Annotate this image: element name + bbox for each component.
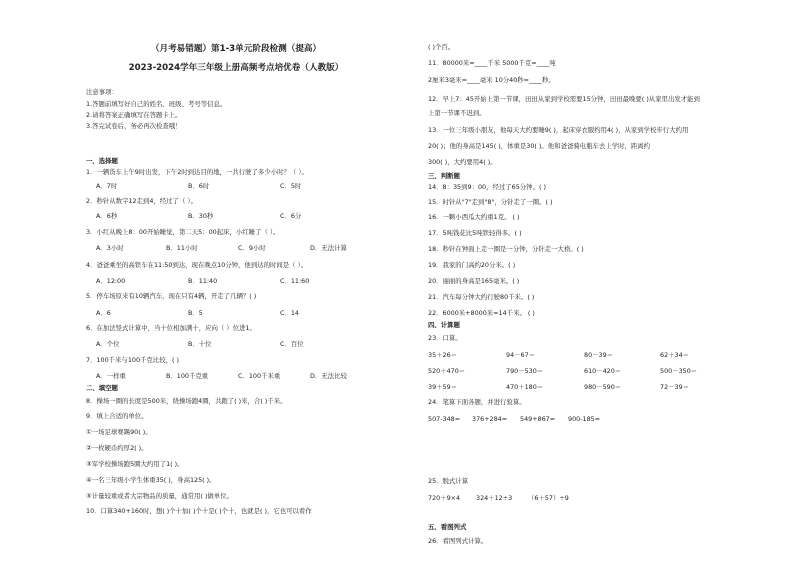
option: C．6分 bbox=[280, 212, 302, 220]
question-9-item: ③军学校操场跑5圈大约用了1( )。 bbox=[86, 460, 184, 468]
calc-item: 790－530＝ bbox=[506, 367, 544, 375]
mixed-calc-item: 324＋12÷3 bbox=[476, 494, 513, 502]
calc-item: 610－420＝ bbox=[584, 367, 622, 375]
judge-question: 14．8：35到9：00，经过了65分钟。( ) bbox=[428, 183, 546, 191]
exam-title: （月考易错题）第1-3单元阶段检测（提高） bbox=[150, 44, 322, 54]
question-1: 1．一辆货车上午9时出发，下午2时到达目的地，一共行驶了多少小时？（ ）。 bbox=[86, 168, 308, 176]
option: A．个位 bbox=[96, 340, 120, 348]
question-3: 3．小红从晚上8：00开始睡觉，第二天5：00起床，小红睡了（ ）。 bbox=[86, 228, 280, 236]
judge-question: 20．丽丽的身高是165毫米。( ) bbox=[428, 277, 520, 285]
question-2: 2．秒针从数字12走到4，经过了（ ）。 bbox=[86, 197, 197, 205]
written-calc-item: 900-185= bbox=[568, 415, 601, 423]
option: C．100千米重 bbox=[238, 372, 281, 380]
judge-question: 21．汽车每分钟大约行驶80千米。( ) bbox=[428, 293, 535, 301]
mixed-calc-item: 720＋9×4 bbox=[428, 494, 461, 502]
question-9-item: ①一场足球赛踢90( )。 bbox=[86, 428, 152, 436]
question-5: 5．停车场原来有10辆汽车，现在只有4辆，开走了几辆？( ) bbox=[86, 292, 257, 300]
written-calc-item: 549+867= bbox=[520, 415, 556, 423]
calc-item: 94－67＝ bbox=[506, 351, 536, 359]
written-calc-item: 376+284= bbox=[472, 415, 508, 423]
option: B．十位 bbox=[188, 340, 212, 348]
option: A．6秒 bbox=[96, 212, 118, 220]
question-9: 9．填上合适的单位。 bbox=[86, 412, 148, 420]
question-11-continued: 2厘米3毫米=____毫米 10分40秒=____秒。 bbox=[428, 76, 555, 84]
question-23: 23．口算。 bbox=[428, 334, 462, 342]
notice-heading: 注意事项： bbox=[86, 88, 118, 96]
notice-item: 3.答完试卷后，务必再次检查哦！ bbox=[86, 122, 182, 130]
option: B．5 bbox=[188, 309, 203, 317]
calc-item: 35＋26＝ bbox=[428, 351, 458, 359]
option: C．9小时 bbox=[238, 244, 266, 252]
section-heading-judge: 三、判断题 bbox=[428, 172, 460, 180]
question-4: 4．爸爸乘坐的高铁车在11:50到达，现在晚点10分钟，他到达的时间是（ ）。 bbox=[86, 261, 308, 269]
question-10-continued: ( )个百。 bbox=[428, 43, 455, 51]
question-7: 7．100千米与100千克比较，( ) bbox=[86, 356, 179, 364]
judge-question: 19．我家的门高约20分米。( ) bbox=[428, 261, 516, 269]
option: A．6 bbox=[96, 309, 111, 317]
exam-subtitle: 2023-2024学年三年级上册高频考点培优卷（人教版） bbox=[128, 63, 344, 73]
calc-item: 80－39＝ bbox=[584, 351, 614, 359]
section-heading-fill: 二、填空题 bbox=[86, 384, 118, 392]
judge-question: 15．时针从"7"走到"8"，分针走了一圈。( ) bbox=[428, 198, 553, 206]
question-12-continued: 上第一节课不迟到。 bbox=[428, 109, 486, 117]
option: A．3小时 bbox=[96, 244, 124, 252]
question-11: 11．80000米=____千米 5000千克=____吨 bbox=[428, 59, 556, 67]
option: A．7时 bbox=[96, 182, 118, 190]
calc-item: 470＋180＝ bbox=[506, 383, 544, 391]
question-9-item: ②一枚硬币约厚2( )。 bbox=[86, 444, 148, 452]
option: B．6时 bbox=[188, 182, 210, 190]
question-25: 25．脱式计算 bbox=[428, 477, 469, 485]
option: D．无法比较 bbox=[310, 372, 347, 380]
question-10: 10．口算340+160时，想( )个十加( )个十是( )个十，也就是( )，它也可以看作 bbox=[86, 507, 312, 515]
question-9-item: ⑤计量较重或者大宗物品的质量，通常用( )做单位。 bbox=[86, 492, 233, 500]
option: D．无法计算 bbox=[310, 244, 347, 252]
judge-question: 17．5吨钱花比5吨铁轻得多。( ) bbox=[428, 229, 522, 237]
notice-item: 2.请将答案正确填写在答题卡上。 bbox=[86, 111, 182, 119]
question-6: 6．在加法竖式计算中，当十位相加满十，应向（ ）位进1。 bbox=[86, 324, 256, 332]
judge-question: 16．一颗小西瓜大约重1克。 ( ) bbox=[428, 213, 520, 221]
calc-item: 980－590＝ bbox=[584, 383, 622, 391]
option: C．5时 bbox=[280, 182, 302, 190]
question-12: 12．早上7：45开始上第一节课，田田从家到学校需要15分钟，田田最晚要( )从家里出发才能到 bbox=[428, 95, 700, 103]
option: C．百位 bbox=[280, 340, 304, 348]
question-13-continued: 300( )，大约要用4( )。 bbox=[428, 158, 497, 166]
option: B．30秒 bbox=[188, 212, 214, 220]
calc-item: 72－39＝ bbox=[660, 383, 690, 391]
question-13: 13．一位三年级小朋友，他每天大约要睡9( )，起床穿衣服约用4( )，从家到学校步行大约用 bbox=[428, 126, 689, 134]
question-8: 8．操场一圈的长度是500米，绕操场跑4圈，共跑了( )米，合( )千米。 bbox=[86, 397, 287, 405]
calc-item: 62＋34＝ bbox=[660, 351, 690, 359]
question-24: 24．笔算下面各题，并进行验算。 bbox=[428, 398, 526, 406]
section-heading-calc: 四、计算题 bbox=[428, 321, 460, 329]
option: A．一样重 bbox=[96, 372, 126, 380]
calc-item: 520＋470＝ bbox=[428, 367, 466, 375]
judge-question: 22．6000米+8000米=14千米。 ( ) bbox=[428, 309, 535, 317]
option: B．100千克重 bbox=[166, 372, 209, 380]
calc-item: 39＋59＝ bbox=[428, 383, 458, 391]
written-calc-item: 507-348= bbox=[428, 415, 461, 423]
calc-item: 500－350＝ bbox=[660, 367, 698, 375]
judge-question: 18．秒针在钟面上走一圈是一分钟，分针走一大格。( ) bbox=[428, 245, 584, 253]
option: B．11:40 bbox=[188, 277, 218, 285]
notice-item: 1.答题前填写好自己的姓名、班级、考号等信息。 bbox=[86, 100, 227, 108]
question-26: 26．看图列式计算。 bbox=[428, 537, 488, 545]
option: C．14 bbox=[280, 309, 299, 317]
section-heading-picture: 五、看图列式 bbox=[428, 523, 467, 531]
section-heading-choice: 一、选择题 bbox=[86, 157, 118, 165]
mixed-calc-item: （6＋57）÷9 bbox=[528, 494, 569, 502]
question-13-continued: 20( )；他的身高是145( )，体重是30( )。他和爸爸骑电瓶车去上学时，距离约 bbox=[428, 142, 651, 150]
option: A．12:00 bbox=[96, 277, 126, 285]
question-9-item: ④一名三年级小学生体重35( )，身高125( )。 bbox=[86, 476, 216, 484]
option: C．11:60 bbox=[280, 277, 310, 285]
option: B．11小时 bbox=[166, 244, 198, 252]
